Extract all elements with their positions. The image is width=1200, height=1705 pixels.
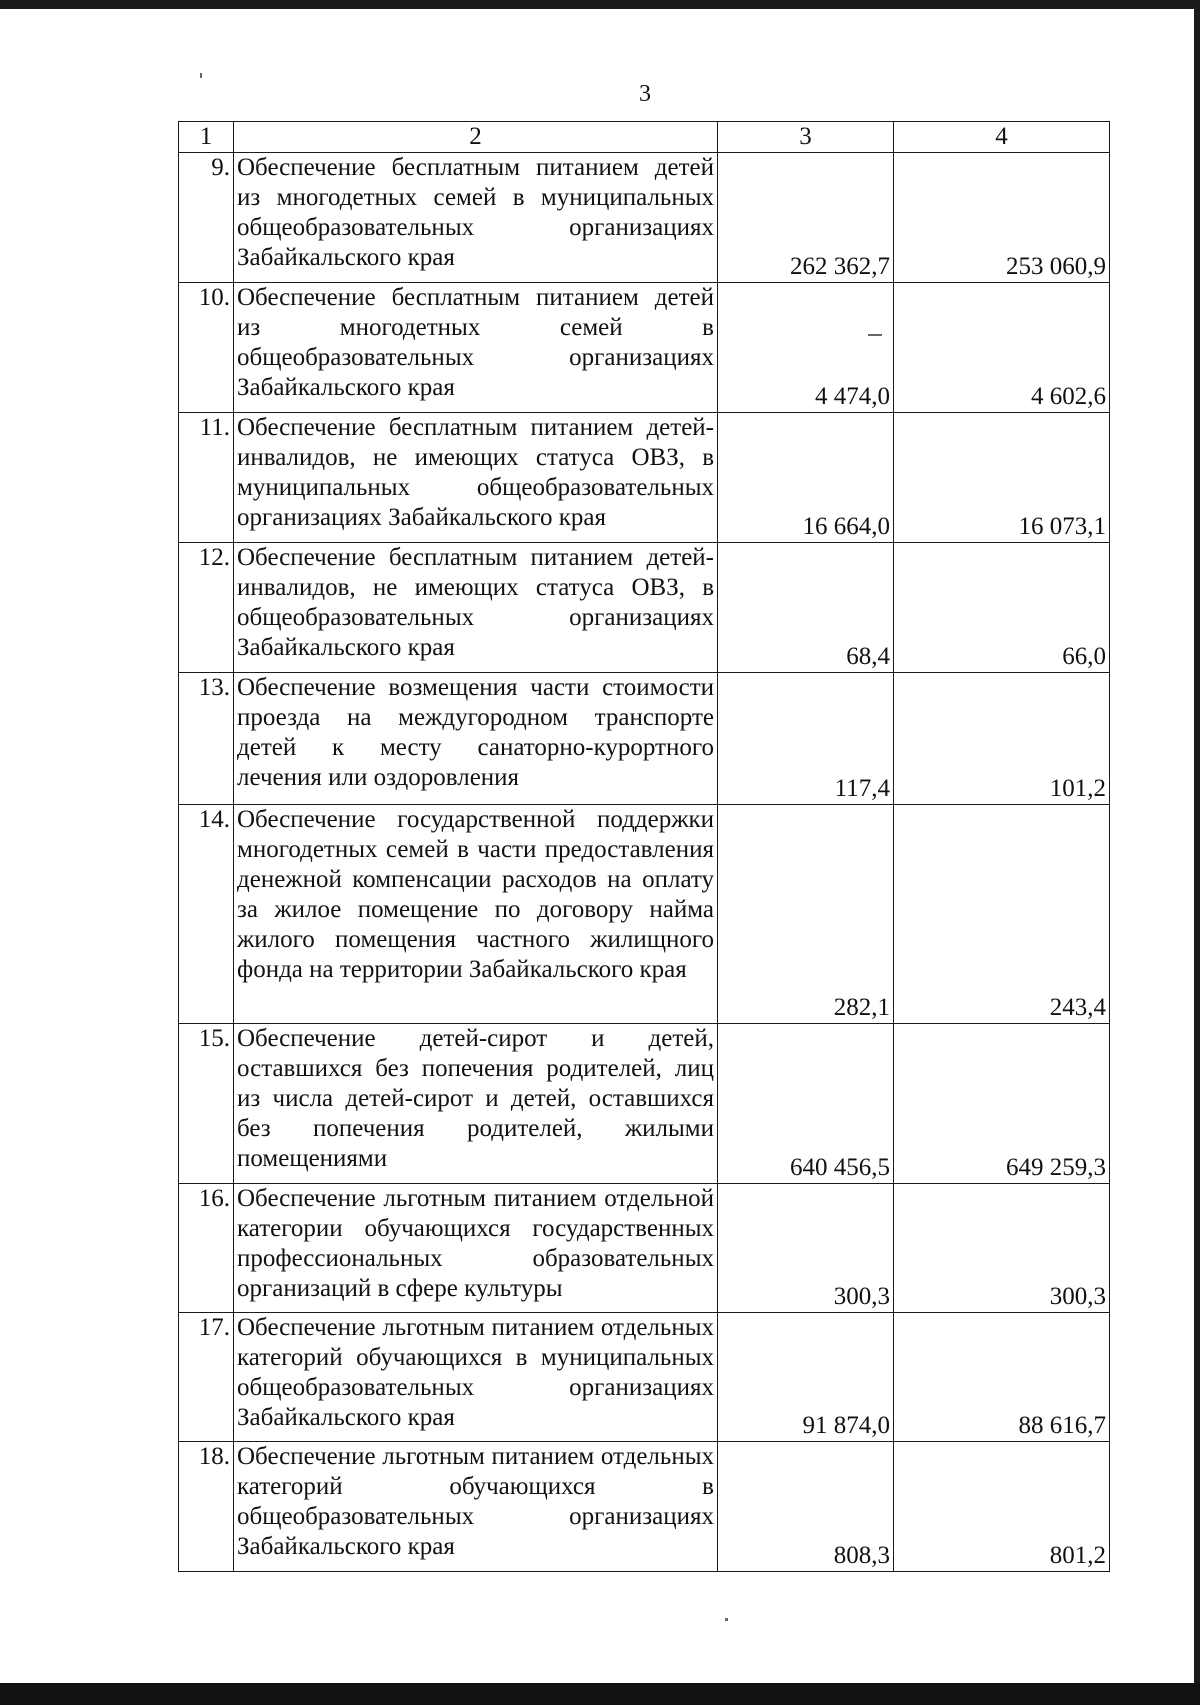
row-number: 17. bbox=[179, 1313, 234, 1442]
row-number: 14. bbox=[179, 805, 234, 1024]
row-number: 13. bbox=[179, 673, 234, 805]
table-row bbox=[179, 283, 1110, 413]
table-row bbox=[179, 1313, 1110, 1442]
row-description: Обеспечение бесплатным питанием детей-инвалидов, не имеющих статуса ОВЗ, в общеобразовательных организациях Забайкальского края bbox=[234, 543, 718, 673]
row-description: Обеспечение бесплатным питанием детей-инвалидов, не имеющих статуса ОВЗ, в муниципальных общеобразовательных организациях Забайкальского края bbox=[234, 413, 718, 543]
row-value-col3: 68,4 bbox=[718, 543, 894, 673]
row-value-col4: 801,2 bbox=[894, 1442, 1110, 1572]
data-table bbox=[178, 121, 1110, 1572]
table-row bbox=[179, 413, 1110, 543]
scan-border-bottom bbox=[0, 1683, 1200, 1705]
scan-border-top bbox=[0, 0, 1200, 9]
header-col-2: 2 bbox=[234, 122, 718, 153]
row-number: 11. bbox=[179, 413, 234, 543]
header-col-4: 4 bbox=[894, 122, 1110, 153]
row-value-col3: 300,3 bbox=[718, 1184, 894, 1313]
row-description: Обеспечение льготным питанием отдельных категорий обучающихся в муниципальных общеобразовательных организациях Забайкальского края bbox=[234, 1313, 718, 1442]
row-value-col4: 253 060,9 bbox=[894, 153, 1110, 283]
row-value-col4: 300,3 bbox=[894, 1184, 1110, 1313]
row-number: 15. bbox=[179, 1024, 234, 1184]
row-number: 18. bbox=[179, 1442, 234, 1572]
row-description: Обеспечение льготным питанием отдельной категории обучающихся государственных профессиональных образовательных организаций в сфере культуры bbox=[234, 1184, 718, 1313]
page-number: 3 bbox=[639, 81, 651, 107]
row-description: Обеспечение детей-сирот и детей, оставшихся без попечения родителей, лиц из числа детей-сирот и детей, оставшихся без попечения родителей, жилыми помещениями bbox=[234, 1024, 718, 1184]
row-value-col4: 101,2 bbox=[894, 673, 1110, 805]
row-value-col3: 262 362,7 bbox=[718, 153, 894, 283]
row-description: Обеспечение государственной поддержки многодетных семей в части предоставления денежной компенсации расходов на оплату за жилое помещение по договору найма жилого помещения частного жилищного фонда на территории Забайкальского края bbox=[234, 805, 718, 1024]
row-value-col4: 88 616,7 bbox=[894, 1313, 1110, 1442]
row-description: Обеспечение льготным питанием отдельных категорий обучающихся в общеобразовательных организациях Забайкальского края bbox=[234, 1442, 718, 1572]
row-value-col3: 282,1 bbox=[718, 805, 894, 1024]
header-col-3: 3 bbox=[718, 122, 894, 153]
header-col-1: 1 bbox=[179, 122, 234, 153]
table-row bbox=[179, 673, 1110, 805]
table-row bbox=[179, 153, 1110, 283]
row-number: 16. bbox=[179, 1184, 234, 1313]
row-value-col3: 4 474,0 bbox=[718, 283, 894, 413]
row-value-col4: 649 259,3 bbox=[894, 1024, 1110, 1184]
table-row bbox=[179, 543, 1110, 673]
row-number: 10. bbox=[179, 283, 234, 413]
scan-speck bbox=[200, 73, 202, 78]
scan-border-right bbox=[1194, 0, 1200, 1705]
table-row bbox=[179, 1184, 1110, 1313]
row-description: Обеспечение возмещения части стоимости проезда на междугородном транспорте детей к месту санаторно-курортного лечения или оздоровления bbox=[234, 673, 718, 805]
table-row bbox=[179, 1442, 1110, 1572]
row-value-col3: 117,4 bbox=[718, 673, 894, 805]
row-description: Обеспечение бесплатным питанием детей из многодетных семей в общеобразовательных организациях Забайкальского края bbox=[234, 283, 718, 413]
row-number: 12. bbox=[179, 543, 234, 673]
row-value-col4: 4 602,6 bbox=[894, 283, 1110, 413]
row-value-col3: 808,3 bbox=[718, 1442, 894, 1572]
header-row bbox=[179, 122, 1110, 153]
scan-speck bbox=[725, 1618, 728, 1621]
row-value-col4: 66,0 bbox=[894, 543, 1110, 673]
row-value-col3: 16 664,0 bbox=[718, 413, 894, 543]
table-row bbox=[179, 1024, 1110, 1184]
row-value-col3: 91 874,0 bbox=[718, 1313, 894, 1442]
row-value-col3: 640 456,5 bbox=[718, 1024, 894, 1184]
row-description: Обеспечение бесплатным питанием детей из многодетных семей в муниципальных общеобразовательных организациях Забайкальского края bbox=[234, 153, 718, 283]
row-value-col4: 16 073,1 bbox=[894, 413, 1110, 543]
row-number: 9. bbox=[179, 153, 234, 283]
table-row bbox=[179, 805, 1110, 1024]
row-value-col4: 243,4 bbox=[894, 805, 1110, 1024]
